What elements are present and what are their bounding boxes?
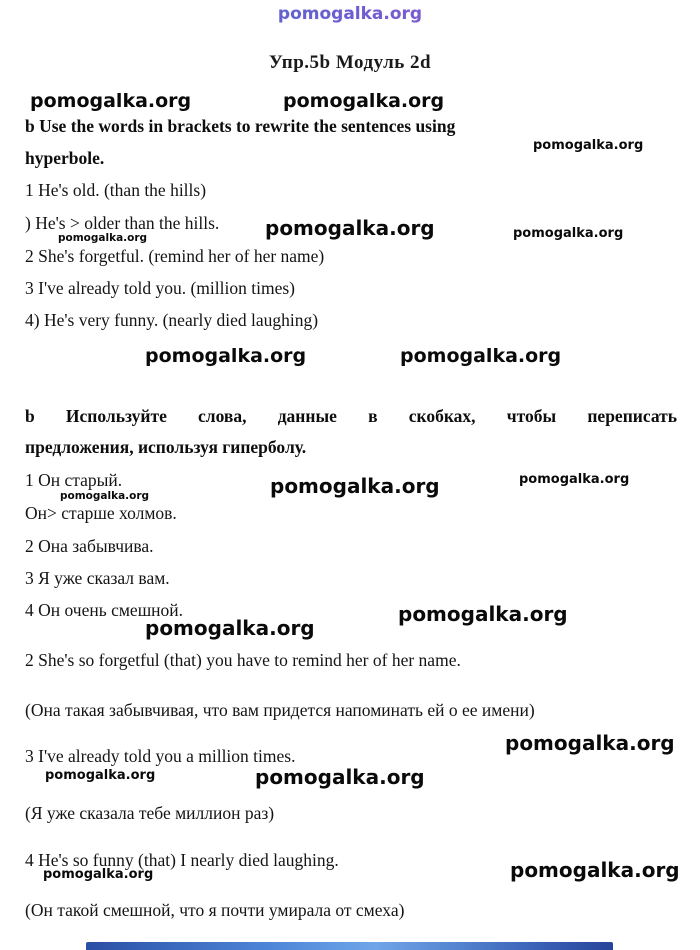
watermark-pomogalka: pomogalka.org <box>145 345 307 367</box>
answer-ru-4: (Он такой смешной, что я почти умирала от смеха) <box>25 900 405 920</box>
watermark-pomogalka: pomogalka.org <box>43 867 154 882</box>
watermark-pomogalka: pomogalka.org <box>519 472 630 487</box>
task-heading-en-line1: b Use the words in brackets to rewrite the sentences using <box>25 116 456 136</box>
sentence-ru-3: 3 Я уже сказал вам. <box>25 568 170 588</box>
watermark-pomogalka: pomogalka.org <box>255 765 425 789</box>
watermark-pomogalka: pomogalka.org <box>513 226 624 241</box>
answer-en-3: 3 I've already told you a million times. <box>25 746 296 766</box>
task-heading-ru-line2: предложения, используя гиперболу. <box>25 437 307 457</box>
sentence-ru-1: 1 Он старый. <box>25 470 123 490</box>
task-heading-en-line2: hyperbole. <box>25 148 105 168</box>
watermark-pomogalka: pomogalka.org <box>145 616 315 640</box>
answer-en-4: 4 He's so funny (that) I nearly died laughing. <box>25 850 339 870</box>
watermark-pomogalka: pomogalka.org <box>400 345 562 367</box>
site-logo-watermark: pomogalka.org <box>0 4 700 24</box>
sentence-en-4: 4) He's very funny. (nearly died laughing) <box>25 310 319 330</box>
watermark-pomogalka: pomogalka.org <box>265 216 435 240</box>
watermark-pomogalka: pomogalka.org <box>270 474 440 498</box>
watermark-pomogalka: pomogalka.org <box>30 90 192 112</box>
sentence-ru-4: 4 Он очень смешной. <box>25 600 184 620</box>
watermark-pomogalka: pomogalka.org <box>510 858 680 882</box>
sentence-en-3: 3 I've already told you. (million times) <box>25 278 295 298</box>
watermark-pomogalka: pomogalka.org <box>505 731 675 755</box>
sentence-en-2: 2 She's forgetful. (remind her of her name) <box>25 246 325 266</box>
answer-en-2: 2 She's so forgetful (that) you have to remind her of her name. <box>25 650 461 670</box>
exercise-title: Упр.5b Модуль 2d <box>268 52 432 73</box>
watermark-pomogalka: pomogalka.org <box>58 232 148 244</box>
watermark-pomogalka: pomogalka.org <box>283 90 445 112</box>
sentence-ru-answer-1: Он> старше холмов. <box>25 503 177 523</box>
watermark-pomogalka: pomogalka.org <box>45 768 156 783</box>
answer-ru-2: (Она такая забывчивая, что вам придется напоминать ей о ее имени) <box>25 700 535 720</box>
watermark-pomogalka: pomogalka.org <box>533 138 644 153</box>
bottom-logo-strip <box>86 942 613 950</box>
watermark-pomogalka: pomogalka.org <box>398 602 568 626</box>
watermark-pomogalka: pomogalka.org <box>60 490 150 502</box>
task-heading-ru-line1: b Используйте слова, данные в скобках, чтобы переписать <box>25 406 677 426</box>
sentence-en-1: 1 He's old. (than the hills) <box>25 180 207 200</box>
sentence-en-answer-1: ) He's > older than the hills. <box>25 213 220 233</box>
answer-ru-3: (Я уже сказала тебе миллион раз) <box>25 803 275 823</box>
sentence-ru-2: 2 Она забывчива. <box>25 536 154 556</box>
